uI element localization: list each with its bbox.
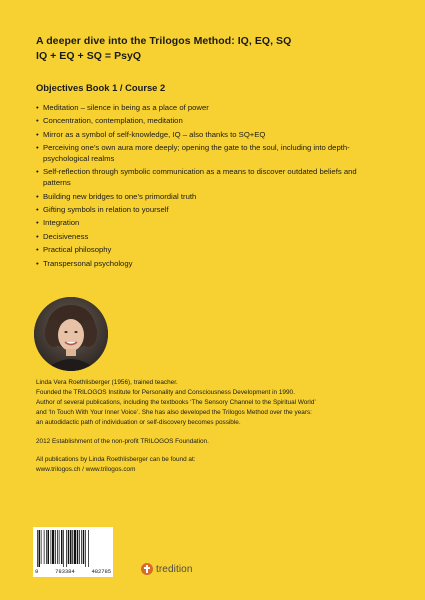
- list-item: • Perceiving one’s own aura more deeply; opening the gate to the soul, including into depth-psychological realms: [36, 143, 363, 165]
- list-item: • Transpersonal psychology: [36, 259, 406, 270]
- list-item: • Building new bridges to one’s primordial truth: [36, 192, 406, 203]
- author-portrait: [34, 297, 108, 371]
- bio-line: an autodidactic path of individuation or self-discovery becomes possible.: [36, 418, 241, 426]
- barcode-digit-group: 783384: [55, 568, 75, 575]
- list-item: • Self-reflection through symbolic communication as a means to discover outdated beliefs and patterns: [36, 167, 363, 189]
- title-line-1: A deeper dive into the Trilogos Method: IQ, EQ, SQ: [36, 35, 292, 47]
- author-photo-icon: [34, 297, 108, 371]
- bio-line: Linda Vera Roethlisberger (1956), trained teacher.: [36, 379, 178, 386]
- foundation-note: 2012 Establishment of the non-profit TRILOGOS Foundation.: [36, 437, 209, 445]
- bio-line: Founded the TRILOGOS Institute for Personality and Consciousness Development in 1990.: [36, 388, 295, 396]
- publications-intro: All publications by Linda Roethlisberger can be found at:: [36, 456, 196, 464]
- list-item: • Meditation – silence in being as a place of power: [36, 103, 406, 114]
- barcode-digit-group: 482785: [91, 568, 111, 575]
- title-line-2: IQ + EQ + SQ = PsyQ: [36, 50, 142, 62]
- websites: www.trilogos.ch / www.trilogos.com: [36, 466, 136, 474]
- list-item: • Mirror as a symbol of self-knowledge, IQ – also thanks to SQ+EQ: [36, 130, 406, 141]
- list-item: • Practical philosophy: [36, 245, 406, 256]
- author-bio: [36, 378, 408, 475]
- list-item: • Decisiveness: [36, 232, 406, 243]
- tredition-logo-icon: [141, 563, 153, 575]
- header: [36, 34, 396, 64]
- objectives-list: [36, 103, 406, 272]
- publisher-name: tredition: [156, 563, 193, 575]
- barcode-icon: [36, 530, 110, 567]
- publisher-logo: [141, 562, 192, 576]
- bio-line: and ‘In Touch With Your Inner Voice’. She has also developed the Trilogos Method over the years:: [36, 408, 312, 416]
- list-item: • Concentration, contemplation, meditation: [36, 116, 406, 127]
- list-item: • Gifting symbols in relation to yourself: [36, 205, 406, 216]
- bio-line: Author of several publications, including the textbooks ‘The Sensory Channel to the Spiritual World’: [36, 398, 316, 406]
- barcode-digit-group: 9: [35, 568, 39, 575]
- list-item: • Integration: [36, 218, 406, 229]
- objectives-title: Objectives Book 1 / Course 2: [36, 82, 166, 93]
- isbn-barcode: [33, 527, 113, 577]
- barcode-digits: [35, 568, 111, 575]
